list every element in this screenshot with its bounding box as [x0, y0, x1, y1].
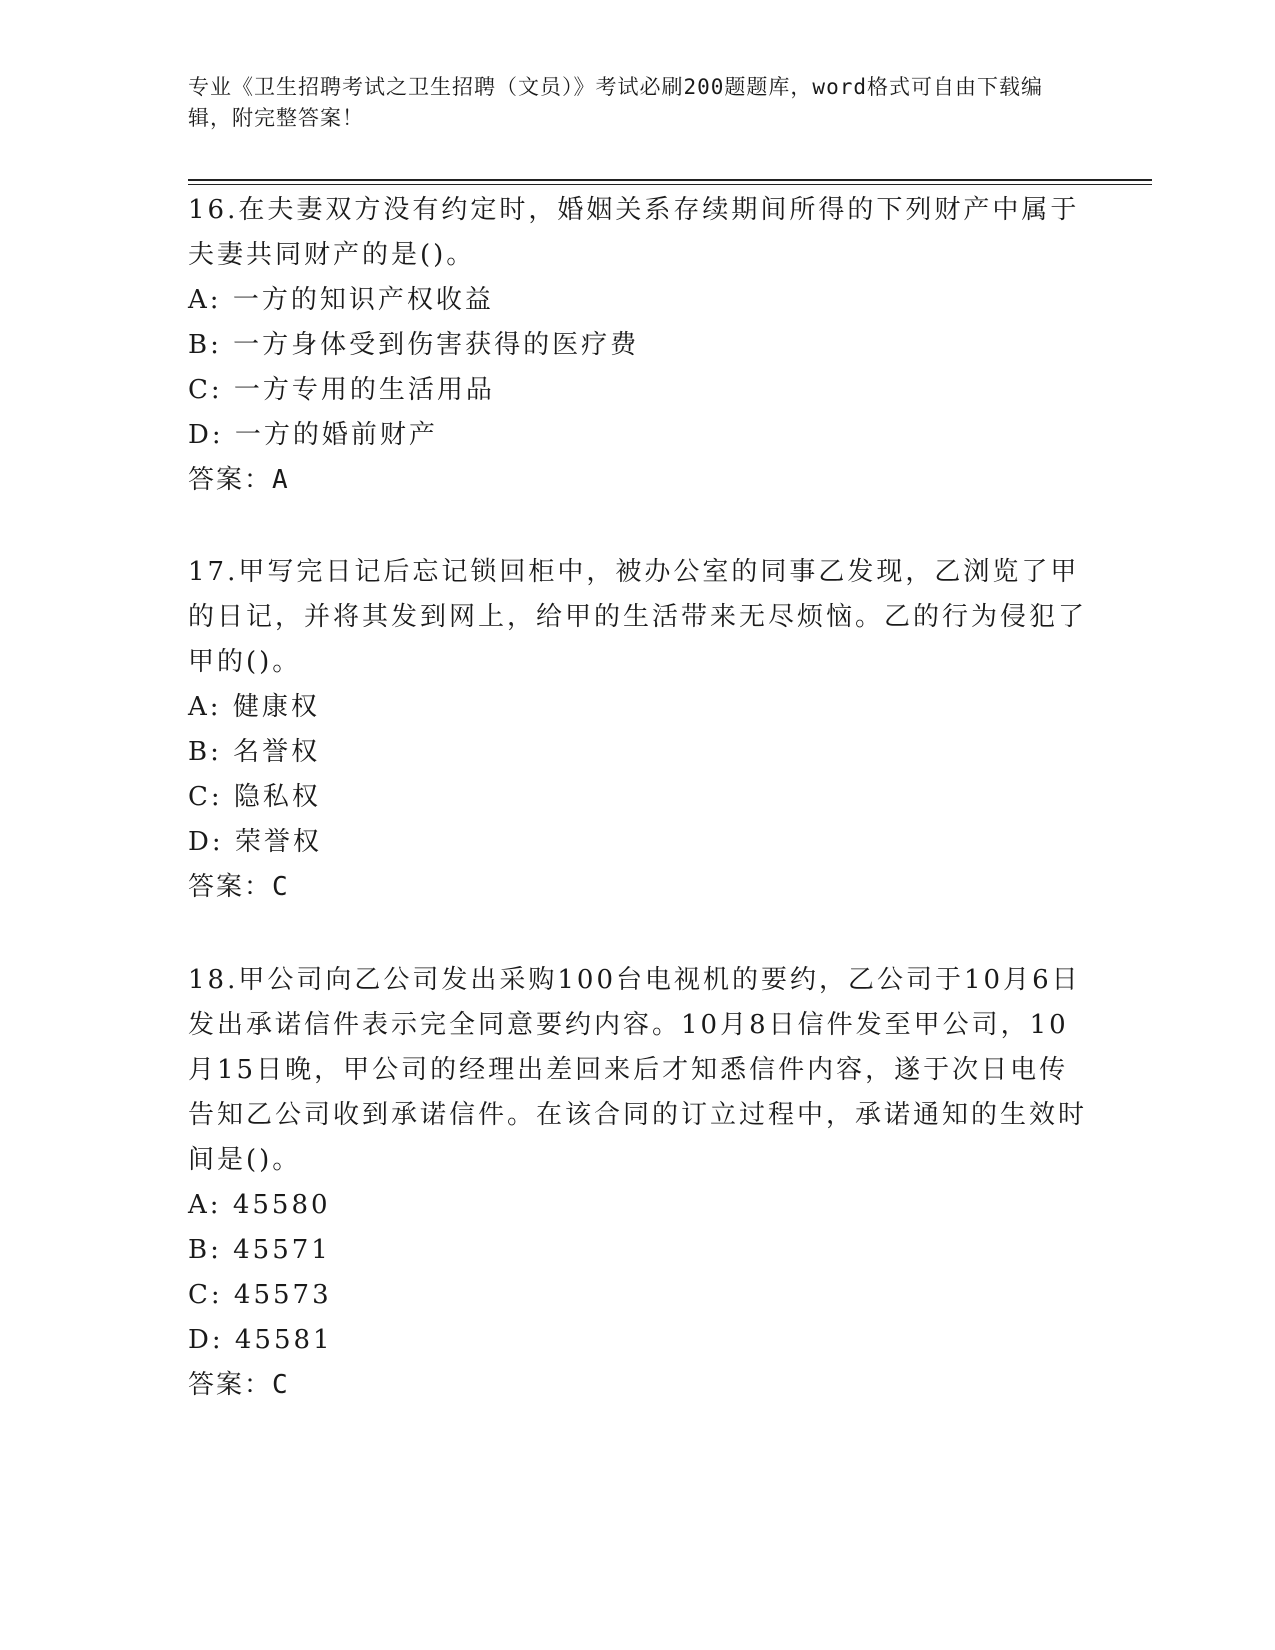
option-text: 名誉权 — [233, 737, 321, 767]
option-label: C: — [188, 782, 223, 812]
option-c — [188, 775, 1088, 820]
option-label: C: — [188, 375, 223, 405]
header-title: 专业《卫生招聘考试之卫生招聘（文员）》考试必刷200题题库，word格式可自由下载编辑，附完整答案！ — [188, 75, 1043, 130]
header-divider-thin — [188, 184, 1152, 185]
option-text: 一方的知识产权收益 — [232, 285, 494, 315]
question-text: 在夫妻双方没有约定时，婚姻关系存续期间所得的下列财产中属于夫妻共同财产的是()。 — [188, 195, 1080, 270]
option-label: D: — [188, 827, 224, 857]
option-text: 一方身体受到伤害获得的医疗费 — [233, 330, 640, 360]
answer-label: 答案： — [188, 465, 273, 495]
option-text: 一方的婚前财产 — [234, 420, 438, 450]
question-16 — [188, 188, 1088, 503]
option-text: 健康权 — [232, 692, 320, 722]
header-divider-thick — [188, 179, 1152, 181]
question-text: 甲公司向乙公司发出采购100台电视机的要约，乙公司于10月6日发出承诺信件表示完全同意要约内容。10月8日信件发至甲公司，10月15日晚，甲公司的经理出差回来后才知悉信件内容，遂于次日电传告知乙公司收到承诺信件。在该合同的订立过程中，承诺通知的生效时间是()。 — [188, 965, 1088, 1175]
answer-label: 答案： — [188, 872, 273, 902]
option-text: 45580 — [232, 1190, 331, 1220]
question-number: 18. — [188, 965, 239, 995]
option-text: 隐私权 — [233, 782, 321, 812]
option-d — [188, 1318, 1088, 1363]
option-a — [188, 278, 1088, 323]
answer-line — [188, 865, 1088, 910]
option-b — [188, 1228, 1088, 1273]
answer-value: C — [272, 1370, 290, 1400]
document-header — [188, 72, 1068, 134]
option-a — [188, 1183, 1088, 1228]
question-stem — [188, 550, 1088, 685]
option-text: 一方专用的生活用品 — [233, 375, 495, 405]
option-d — [188, 413, 1088, 458]
answer-line — [188, 458, 1088, 503]
option-label: D: — [188, 1325, 224, 1355]
question-18 — [188, 958, 1088, 1408]
answer-value: C — [272, 872, 290, 902]
question-17 — [188, 550, 1088, 910]
option-d — [188, 820, 1088, 865]
question-stem — [188, 958, 1088, 1183]
option-label: B: — [188, 737, 222, 767]
question-text: 甲写完日记后忘记锁回柜中，被办公室的同事乙发现，乙浏览了甲的日记，并将其发到网上，给甲的生活带来无尽烦恼。乙的行为侵犯了甲的()。 — [188, 557, 1088, 677]
answer-label: 答案： — [188, 1370, 273, 1400]
answer-line — [188, 1363, 1088, 1408]
option-label: B: — [188, 330, 222, 360]
answer-value: A — [272, 465, 290, 495]
option-label: A: — [188, 1190, 222, 1220]
question-number: 16. — [188, 195, 239, 225]
option-label: A: — [188, 285, 222, 315]
option-label: D: — [188, 420, 224, 450]
option-c — [188, 1273, 1088, 1318]
option-b — [188, 323, 1088, 368]
option-text: 45581 — [234, 1325, 333, 1355]
option-label: B: — [188, 1235, 222, 1265]
option-text: 45571 — [233, 1235, 331, 1265]
question-stem — [188, 188, 1088, 278]
option-text: 45573 — [233, 1280, 332, 1310]
question-number: 17. — [188, 557, 239, 587]
option-label: A: — [188, 692, 222, 722]
option-label: C: — [188, 1280, 223, 1310]
option-c — [188, 368, 1088, 413]
option-text: 荣誉权 — [234, 827, 322, 857]
option-b — [188, 730, 1088, 775]
option-a — [188, 685, 1088, 730]
